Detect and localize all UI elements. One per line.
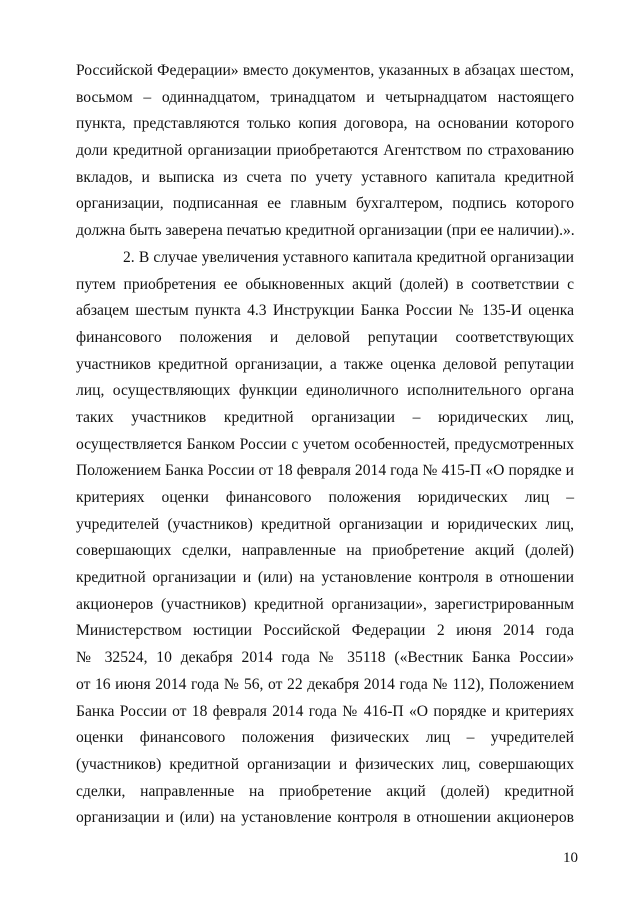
text-line: (участников) кредитной организации и физических лиц, совершающих (76, 755, 574, 773)
text-line: организации и (или) на установление контроля в отношении акционеров (76, 809, 574, 827)
text-line: Положением Банка России от 18 февраля 2014 года № 415-П «О порядке и (76, 462, 574, 480)
text-line: оценки финансового положения физических лиц – учредителей (76, 729, 574, 747)
paragraph-start-line: 2. В случае увеличения уставного капитала кредитной организации (123, 248, 574, 266)
text-line: организации, подписанная ее главным бухгалтером, подпись которого (76, 195, 574, 213)
text-line: кредитной организации и (или) на установление контроля в отношении (76, 569, 574, 587)
text-line: совершающих сделки, направленные на приобретение акций (долей) (76, 542, 574, 560)
page-number: 10 (563, 850, 578, 866)
text-line: участников кредитной организации, а также оценка деловой репутации (76, 355, 574, 373)
text-line: акционеров (участников) кредитной организации», зарегистрированным (76, 595, 574, 613)
text-line: Российской Федерации» вместо документов, указанных в абзацах шестом, (76, 62, 574, 79)
text-line: Банка России от 18 февраля 2014 года № 416-П «О порядке и критериях (76, 702, 574, 720)
text-line: финансового положения и деловой репутации соответствующих (76, 328, 574, 346)
body-text (76, 58, 574, 832)
text-line: сделки, направленные на приобретение акций (долей) кредитной (76, 782, 574, 800)
text-line: лиц, осуществляющих функции единоличного исполнительного органа (76, 382, 574, 400)
text-line: путем приобретения ее обыкновенных акций (долей) в соответствии с (76, 275, 574, 293)
text-line: осуществляется Банком России с учетом особенностей, предусмотренных (76, 435, 574, 453)
text-line: Министерством юстиции Российской Федерации 2 июня 2014 года (76, 622, 574, 640)
text-line: таких участников кредитной организации – юридических лиц, (76, 408, 574, 426)
text-line: должна быть заверена печатью кредитной организации (при ее наличии).». (76, 222, 575, 240)
text-line: восьмом – одиннадцатом, тринадцатом и четырнадцатом настоящего (76, 88, 574, 106)
text-line: доли кредитной организации приобретаются Агентством по страхованию (76, 142, 574, 160)
text-line: от 16 июня 2014 года № 56, от 22 декабря 2014 года № 112), Положением (76, 675, 574, 693)
text-line: вкладов, и выписка из счета по учету уставного капитала кредитной (76, 168, 574, 186)
text-line: абзацем шестым пункта 4.3 Инструкции Банка России № 135-И оценка (76, 302, 574, 320)
text-line: учредителей (участников) кредитной организации и юридических лиц, (76, 515, 574, 533)
text-line: пункта, представляются только копия договора, на основании которого (76, 115, 574, 133)
text-line: критериях оценки финансового положения юридических лиц – (76, 489, 574, 506)
text-line: № 32524, 10 декабря 2014 года № 35118 («Вестник Банка России» (76, 649, 574, 667)
